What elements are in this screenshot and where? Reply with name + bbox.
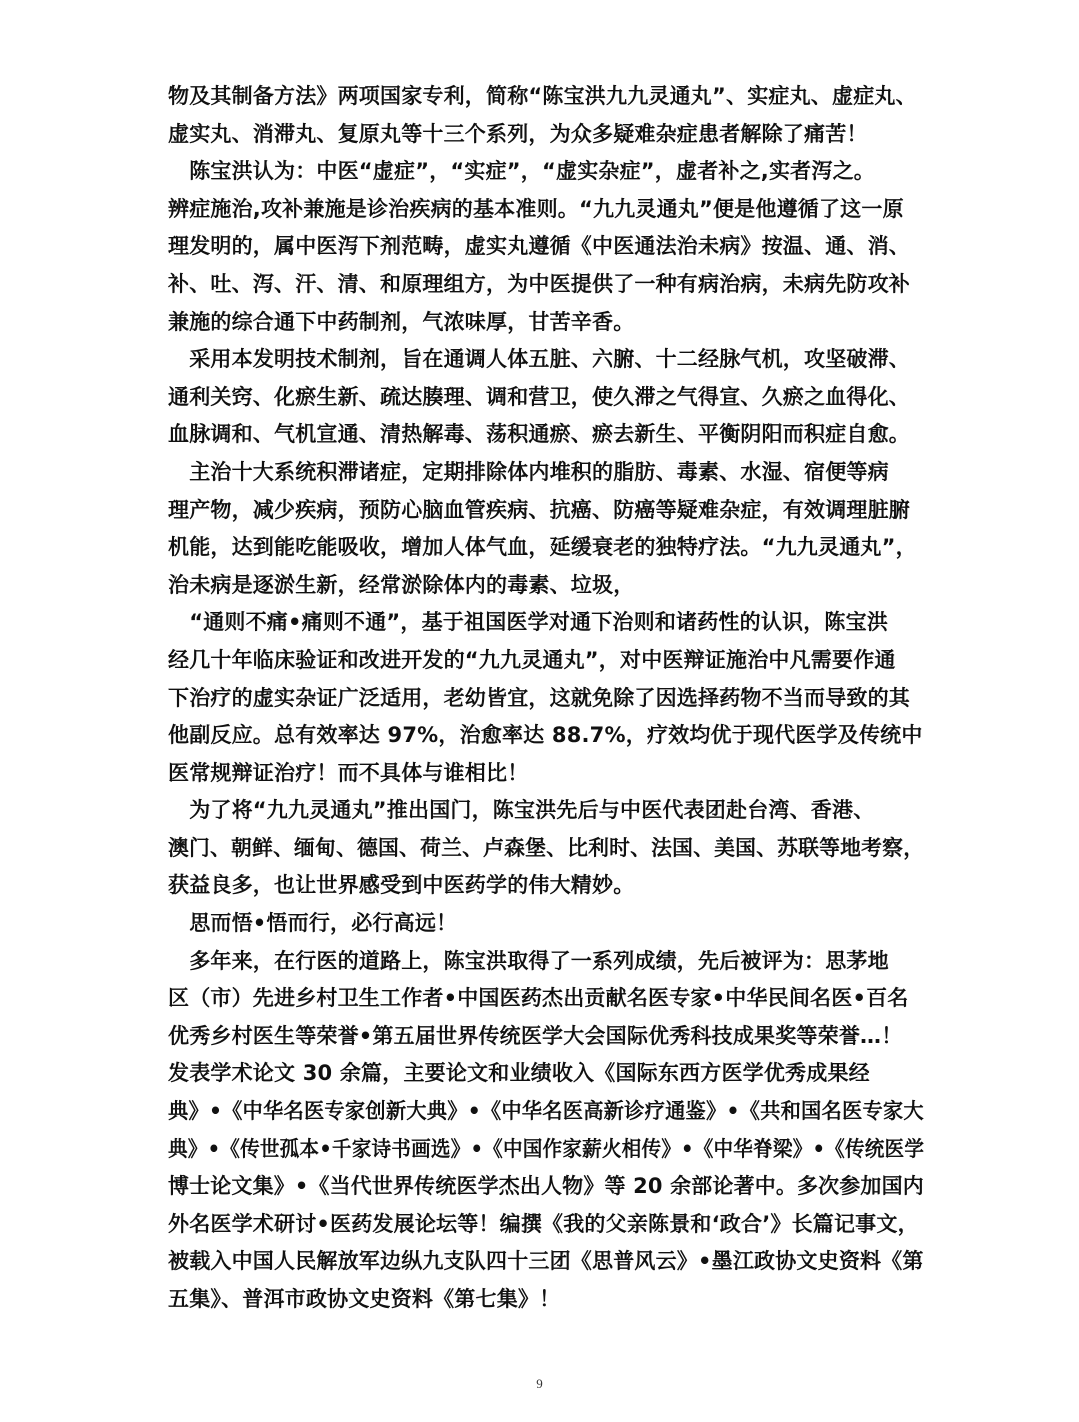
text-line: 采用本发明技术制剂，旨在通调人体五脏、六腑、十二经脉气机，攻坚破滞、 [168,347,910,372]
text-line: 下治疗的虚实杂证广泛适用，老幼皆宜，这就免除了因选择药物不当而导致的其 [168,685,910,710]
text-line: 通利关窍、化瘀生新、疏达腠理、调和营卫，使久滞之气得宣、久瘀之血得化、 [168,384,910,409]
text-line: 典》•《传世孤本•千家诗书画选》•《中国作家薪火相传》•《中华脊梁》•《传统医学 [168,1136,925,1161]
text-line: 外名医学术研讨•医药发展论坛等！编撰《我的父亲陈景和‘政合’》长篇记事文， [168,1211,919,1236]
text-line: 五集》、普洱市政协文史资料《第七集》！ [168,1287,561,1311]
text-line: 获益良多，也让世界感受到中医药学的伟大精妙。 [168,873,635,898]
text-line: 医常规辩证治疗！而不具体与谁相比！ [168,760,529,785]
text-line: 理发明的，属中医泻下剂范畴，虚实丸遵循《中医通法治未病》按温、通、消、 [168,234,910,259]
text-line: 虚实丸、消滞丸、复原丸等十三个系列，为众多疑难杂症患者解除了痛苦！ [168,121,868,146]
text-line: 为了将“九九灵通丸”推出国门，陈宝洪先后与中医代表团赴台湾、香港、 [168,798,875,823]
text-line: 补、吐、泻、汗、清、和原理组方，为中医提供了一种有病治病，未病先防攻补 [168,271,910,296]
text-line: 优秀乡村医生等荣誉•第五届世界传统医学大会国际优秀科技成果奖等荣誉…！ [168,1023,903,1048]
text-line: 澳门、朝鲜、缅甸、德国、荷兰、卢森堡、比利时、法国、美国、苏联等地考察， [168,835,925,860]
text-line: 辨症施治,攻补兼施是诊治疾病的基本准则。“九九灵通丸”便是他遵循了这一原 [168,196,904,221]
text-line: 经几十年临床验证和改进开发的“九九灵通丸”，对中医辩证施治中凡需要作通 [168,647,896,672]
page-number: 9 [536,1376,543,1391]
text-line: 多年来，在行医的道路上，陈宝洪取得了一系列成绩，先后被评为：思茅地 [168,948,889,973]
text-line: 物及其制备方法》两项国家专利，简称“陈宝洪九九灵通丸”、实症丸、虚症丸、 [168,84,917,108]
text-line: 博士论文集》•《当代世界传统医学杰出人物》等 20 余部论著中。多次参加国内 [168,1174,924,1199]
document-body [168,78,924,1319]
text-line: 典》•《中华名医专家创新大典》•《中华名医高新诊疗通鉴》•《共和国名医专家大 [168,1099,924,1124]
text-line: 兼施的综合通下中药制剂，气浓味厚，甘苦辛香。 [168,309,635,334]
text-line: 机能，达到能吃能吸收，增加人体气血，延缓衰老的独特疗法。“九九灵通丸”， [168,535,917,560]
text-line: 血脉调和、气机宣通、清热解毒、荡积通瘀、瘀去新生、平衡阴阳而积症自愈。 [168,422,910,447]
text-line: 他副反应。总有效率达 97%，治愈率达 88.7%，疗效均优于现代医学及传统中 [168,723,923,748]
text-line: 理产物，减少疾病，预防心脑血管疾病、抗癌、防癌等疑难杂症，有效调理脏腑 [168,497,910,522]
text-line: 陈宝洪认为：中医“虚症”，“实症”，“虚实杂症”，虚者补之,实者泻之。 [168,159,875,184]
text-line: “通则不痛•痛则不通”，基于祖国医学对通下治则和诸药性的认识，陈宝洪 [168,610,889,635]
text-line: 治未病是逐淤生新，经常淤除体内的毒素、垃圾， [168,572,635,597]
text-line: 区（市）先进乡村卫生工作者•中国医药杰出贡献名医专家•中华民间名医•百名 [168,986,909,1011]
text-line: 被载入中国人民解放军边纵九支队四十三团《思普风云》•墨江政协文史资料《第 [168,1249,924,1274]
text-line: 发表学术论文 30 余篇，主要论文和业绩收入《国际东西方医学优秀成果经 [168,1061,870,1086]
text-line: 思而悟•悟而行，必行高远！ [168,911,458,936]
text-line: 主治十大系统积滞诸症，定期排除体内堆积的脂肪、毒素、水湿、宿便等病 [168,459,889,484]
